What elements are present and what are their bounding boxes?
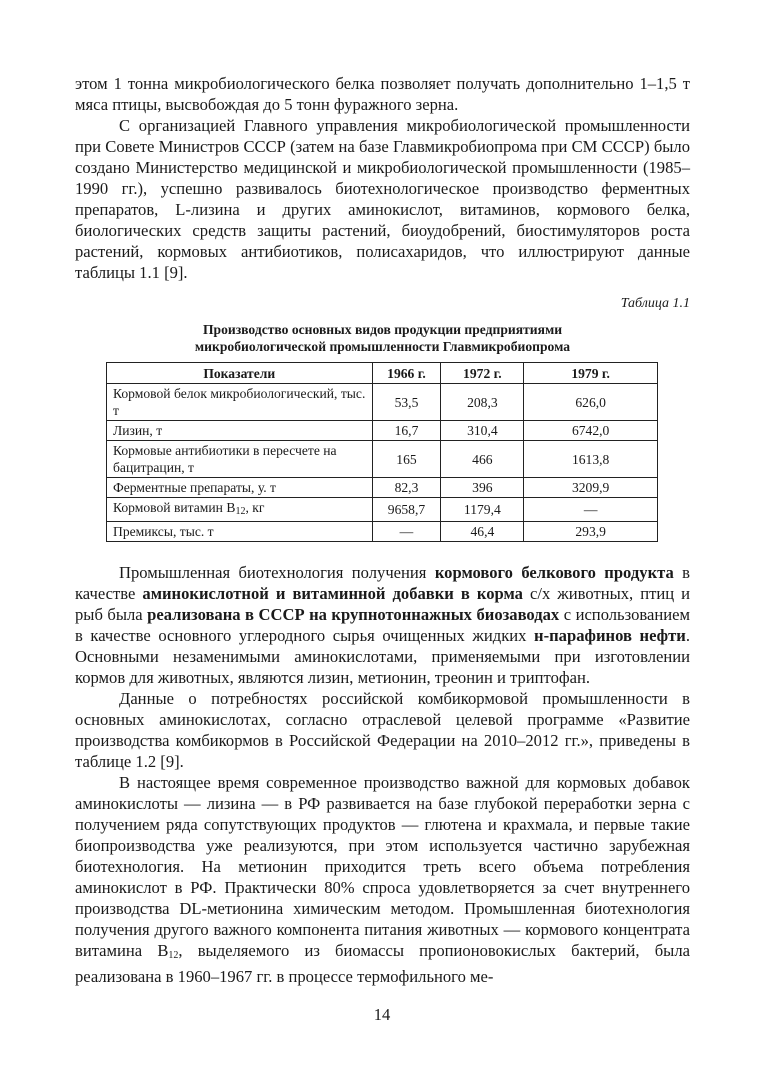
bold-run: кормового белкового продукта <box>434 563 674 582</box>
row-label-text: Кормовой витамин B <box>113 500 236 515</box>
cell-1979: 6742,0 <box>524 421 658 441</box>
production-table <box>106 362 658 542</box>
table-row <box>107 441 658 478</box>
header-1972: 1972 г. <box>441 363 524 384</box>
row-label: Ферментные препараты, у. т <box>107 478 373 498</box>
text-run: с/х животных, птиц и рыб была <box>75 584 690 624</box>
cell-1972: 208,3 <box>441 384 524 421</box>
table-label: Таблица 1.1 <box>620 296 690 311</box>
cell-1972: 310,4 <box>441 421 524 441</box>
page-number: 14 <box>373 1005 391 1024</box>
table-row <box>107 421 658 441</box>
row-label <box>107 498 373 522</box>
cell-1972: 1179,4 <box>441 498 524 522</box>
subscript: 12 <box>235 506 246 517</box>
cell-1966: — <box>372 522 441 542</box>
cell-1966: 53,5 <box>372 384 441 421</box>
table-row <box>107 384 658 421</box>
table-title <box>75 321 690 355</box>
header-1979: 1979 г. <box>524 363 658 384</box>
cell-1966: 165 <box>372 441 441 478</box>
paragraph-5 <box>75 772 690 987</box>
row-label: Кормовой белок микробиологический, тыс. т <box>107 384 373 421</box>
row-label: Премиксы, тыс. т <box>107 522 373 542</box>
cell-1966: 9658,7 <box>372 498 441 522</box>
text-run: . Основными незаменимыми аминокислотами, применяемыми при изготовлении кормов для животных, являются лизин, метионин, треонин и триптофан. <box>75 626 690 687</box>
text-run: Промышленная биотехнология получения <box>119 563 435 582</box>
text-run: в качестве <box>75 563 691 603</box>
text-run: с использованием в качестве основного углеродного сырья очищенных жидких <box>75 605 690 645</box>
text-run: , выделяемого из биомассы пропионовокислых бактерий, была реализована в 1960–1967 гг. в процессе термофильного ме- <box>75 941 690 986</box>
table-row <box>107 478 658 498</box>
document-page <box>75 73 690 987</box>
cell-1972: 466 <box>441 441 524 478</box>
table-header-row <box>107 363 658 384</box>
paragraph-3 <box>75 562 690 688</box>
paragraph-2: С организацией Главного управления микробиологической промышленности при Совете Министров СССР (затем на базе Главмикробиопрома при СМ СССР) было создано Министерство медицинской и микробиологической промышленности (1985–1990 гг.), успешно развивалось биотехнологическое производство ферментных препаратов, L-лизина и других аминокислот, витаминов, кормового белка, биологических средств защиты растений, биоудобрений, биостимуляторов роста растений, кормовых антибиотиков, полисахаридов, что иллюстрируют данные таблицы 1.1 [9]. <box>75 116 690 282</box>
cell-1979: 293,9 <box>524 522 658 542</box>
table-title-line-1: Производство основных видов продукции предприятиями <box>202 322 563 337</box>
subscript: 12 <box>168 950 179 961</box>
cell-1979: 626,0 <box>524 384 658 421</box>
header-indicators: Показатели <box>107 363 373 384</box>
bold-run: н-парафинов нефти <box>534 626 686 645</box>
cell-1979: 3209,9 <box>524 478 658 498</box>
cell-1979: — <box>524 498 658 522</box>
cell-1966: 16,7 <box>372 421 441 441</box>
row-label: Кормовые антибиотики в пересчете на бацитрацин, т <box>107 441 373 478</box>
bold-run: аминокислотной и витаминной добавки в корма <box>142 584 523 603</box>
paragraph-4: Данные о потребностях российской комбикормовой промышленности в основных аминокислотах, согласно отраслевой целевой программе «Развитие производства комбикормов в Российской Федерации на 2010–2012 гг.», приведены в таблице 1.2 [9]. <box>75 689 690 771</box>
bold-run: реализована в СССР на крупнотоннажных биозаводах <box>147 605 560 624</box>
table-title-line-2: микробиологической промышленности Главмикробиопрома <box>194 339 571 354</box>
cell-1972: 46,4 <box>441 522 524 542</box>
table-row <box>107 522 658 542</box>
cell-1979: 1613,8 <box>524 441 658 478</box>
table-row <box>107 498 658 522</box>
row-label: Лизин, т <box>107 421 373 441</box>
cell-1972: 396 <box>441 478 524 498</box>
cell-1966: 82,3 <box>372 478 441 498</box>
header-1966: 1966 г. <box>372 363 441 384</box>
text-run: В настоящее время современное производство важной для кормовых добавок аминокислоты — лизина — в РФ развивается на базе глубокой переработки зерна с получением ряда сопутствующих продуктов — глютена и крахмала, и первые такие биопроизводства уже реализуются, при этом используется частично зарубежная биотехнология. На метионин приходится треть всего объема потребления аминокислот в РФ. Практически 80% спроса удовлетворяется за счет внутреннего производства DL-метионина химическим методом. Промышленная биотехнология получения другого важного компонента питания животных — кормового концентрата витамина B <box>75 773 690 960</box>
row-label-unit: , кг <box>245 500 265 515</box>
paragraph-1: этом 1 тонна микробиологического белка позволяет получать дополнительно 1–1,5 т мяса птицы, высвобождая до 5 тонн фуражного зерна. <box>75 74 690 114</box>
